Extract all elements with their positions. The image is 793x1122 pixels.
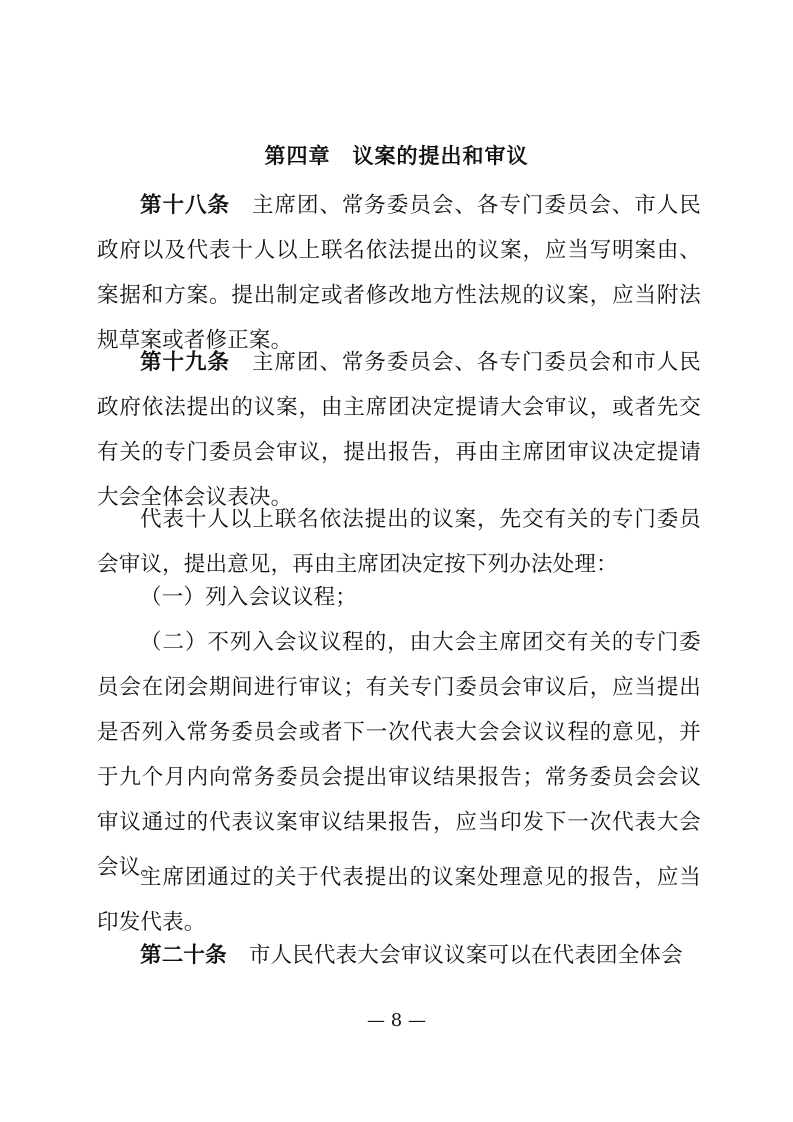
chapter-title: 第四章 议案的提出和审议 <box>264 144 529 168</box>
article-19-text: 主席团、常务委员会、各专门委员会和市人民政府依法提出的议案，由主席团决定提请大会审议，或者先交有关的专门委员会审议，提出报告，再由主席团审议决定提请大会全体会议表决。 <box>97 350 701 510</box>
list-item-2: （二）不列入会议议程的，由大会主席团交有关的专门委员会在闭会期间进行审议；有关专门委员会审议后，应当提出是否列入常务委员会或者下一次代表大会会议议程的意见，并于九个月内向常务委员会提出审议结果报告；常务委员会会议审议通过的代表议案审议结果报告，应当印发下一次代表大会会议。 <box>97 630 701 880</box>
paragraph-presidium-report: 主席团通过的关于代表提出的议案处理意见的报告，应当印发代表。 <box>97 865 701 935</box>
article-18-text: 主席团、常务委员会、各专门委员会、市人民政府以及代表十人以上联名依法提出的议案，应当写明案由、案据和方案。提出制定或者修改地方性法规的议案，应当附法规草案或者修正案。 <box>97 193 701 353</box>
article-18 <box>97 183 701 363</box>
article-18-label: 第十八条 <box>140 193 230 218</box>
article-20-label: 第二十条 <box>140 943 227 968</box>
article-19 <box>97 340 701 520</box>
paragraph-joint-proposals: 代表十人以上联名依法提出的议案，先交有关的专门委员会审议，提出意见，再由主席团决定按下列办法处理： <box>97 507 701 577</box>
article-20 <box>97 933 701 978</box>
list-item-1: （一）列入会议议程； <box>140 585 358 610</box>
article-19-label: 第十九条 <box>140 350 230 375</box>
article-20-text: 市人民代表大会审议议案可以在代表团全体会 <box>248 943 683 968</box>
page-number: — 8 — <box>367 1010 426 1031</box>
